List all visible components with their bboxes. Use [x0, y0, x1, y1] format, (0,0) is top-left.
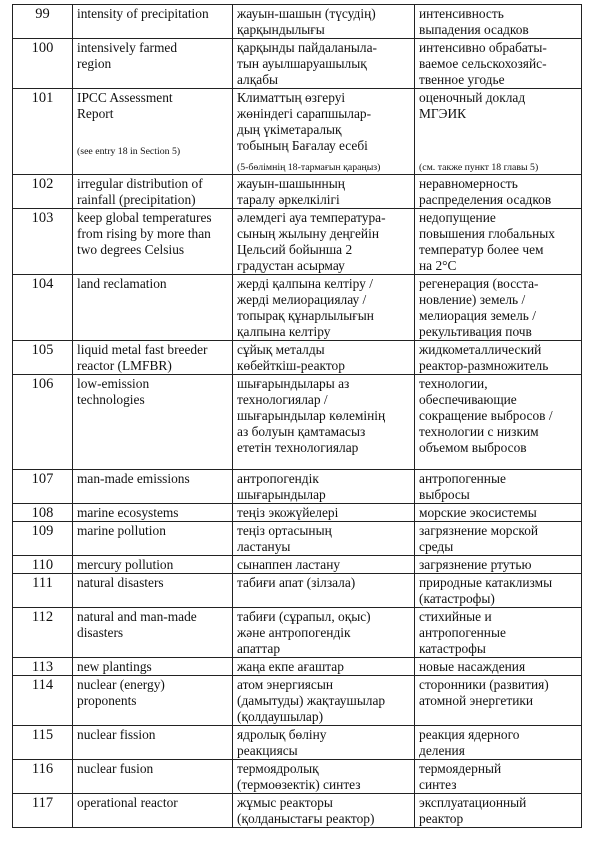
kazakh-term-line: қалпына келтіру [237, 324, 331, 339]
english-term-line: marine pollution [77, 523, 166, 538]
kazakh-term-cell [233, 5, 415, 39]
entry-number: 104 [13, 275, 73, 341]
russian-term-line: стихийные и [419, 609, 492, 624]
russian-term-line: реакция ядерного [419, 727, 520, 742]
english-term-cell [73, 676, 233, 726]
russian-term-cell [415, 375, 582, 470]
english-term-line: keep global temperatures [77, 210, 212, 225]
english-term-line: intensity of precipitation [77, 6, 209, 21]
table-row [13, 5, 582, 39]
english-term-line: from rising by more than [77, 226, 211, 241]
entry-number: 105 [13, 341, 73, 375]
kazakh-term-cell [233, 556, 415, 574]
english-term-line: rainfall (precipitation) [77, 192, 196, 207]
table-row [13, 341, 582, 375]
kazakh-term-cell [233, 175, 415, 209]
russian-term-line: новые насаждения [419, 659, 526, 674]
english-term-line: natural and man-made [77, 609, 197, 624]
kazakh-term-line: (қолданыстағы реактор) [237, 811, 375, 826]
russian-term-cell [415, 658, 582, 676]
entry-number: 114 [13, 676, 73, 726]
russian-term-line: МГЭИК [419, 106, 467, 121]
russian-term-cell [415, 275, 582, 341]
kazakh-term-line: шығарындылары аз [237, 376, 350, 391]
kazakh-term-line: атом энергиясын [237, 677, 334, 692]
english-term-line: natural disasters [77, 575, 164, 590]
entry-number: 99 [13, 5, 73, 39]
russian-term-line: катастрофы [419, 641, 486, 656]
english-term-cell [73, 209, 233, 275]
russian-term-cell [415, 760, 582, 794]
english-term-cell [73, 608, 233, 658]
glossary-body [13, 5, 582, 828]
kazakh-term-line: ластануы [237, 539, 291, 554]
english-term-line: nuclear (energy) [77, 677, 165, 692]
table-row [13, 470, 582, 504]
russian-term-line: твенное угодье [419, 72, 505, 87]
kazakh-term-cell [233, 608, 415, 658]
russian-term-line: на 2°С [419, 258, 457, 273]
english-term-line: reactor (LMFBR) [77, 358, 172, 373]
entry-number: 106 [13, 375, 73, 470]
table-row [13, 39, 582, 89]
russian-term-line: температур более чем [419, 242, 544, 257]
kazakh-term-line: реакциясы [237, 743, 298, 758]
kazakh-term-cell [233, 39, 415, 89]
russian-term-cell [415, 175, 582, 209]
kazakh-term-cell [233, 504, 415, 522]
kazakh-term-line: таралу әркелкілігі [237, 192, 340, 207]
table-row [13, 275, 582, 341]
kazakh-term-line: Климаттың өзгеруі [237, 90, 346, 105]
kazakh-term-line: әлемдегі ауа температура- [237, 210, 386, 225]
kazakh-term-line: термоядролық [237, 761, 319, 776]
kazakh-term-cell [233, 794, 415, 828]
kazakh-term-line: ететін технологиялар [237, 440, 359, 455]
russian-term-cell [415, 608, 582, 658]
english-term-cell [73, 556, 233, 574]
english-term-line: new plantings [77, 659, 152, 674]
kazakh-term-cell [233, 209, 415, 275]
kazakh-term-line: қарқынды пайдаланыла- [237, 40, 377, 55]
table-row [13, 209, 582, 275]
russian-term-line: повышения глобальных [419, 226, 555, 241]
kazakh-term-line: теңіз ортасының [237, 523, 332, 538]
kazakh-term-line: және антропогендік [237, 625, 351, 640]
kazakh-term-cell [233, 658, 415, 676]
table-row [13, 522, 582, 556]
kazakh-term-line: технологиялар / [237, 392, 328, 407]
kazakh-term-line: алқабы [237, 72, 279, 87]
kazakh-term-line: тобының Бағалау есебі [237, 138, 368, 153]
entry-number: 112 [13, 608, 73, 658]
kazakh-term-line: жөніндегі сарапшылар- [237, 106, 372, 121]
english-term-line: operational reactor [77, 795, 178, 810]
russian-term-line: выбросы [419, 487, 470, 502]
english-term-cell [73, 504, 233, 522]
russian-term-cell [415, 726, 582, 760]
english-term-cell [73, 658, 233, 676]
kazakh-term-line: сынаппен ластану [237, 557, 341, 572]
russian-term-line: антропогенные [419, 625, 506, 640]
kazakh-term-line: (қолдаушылар) [237, 709, 324, 724]
kazakh-term-line: сұйық металды [237, 342, 325, 357]
kazakh-term-line: сының жылыну деңгейін [237, 226, 379, 241]
kazakh-term-cell [233, 726, 415, 760]
english-term-cell [73, 375, 233, 470]
russian-term-cell [415, 556, 582, 574]
english-term-cell [73, 175, 233, 209]
english-term-cell [73, 89, 233, 175]
kazakh-term-line: жауын-шашынның [237, 176, 345, 191]
kazakh-term-line: табиғи апат (зілзала) [237, 575, 356, 590]
entry-number: 115 [13, 726, 73, 760]
russian-term-line: регенерация (восста- [419, 276, 539, 291]
english-term-line: disasters [77, 625, 124, 640]
kazakh-term-line: апаттар [237, 641, 281, 656]
english-term-cell [73, 341, 233, 375]
entry-number: 103 [13, 209, 73, 275]
glossary-table [12, 4, 582, 828]
table-row [13, 175, 582, 209]
english-term-line: two degrees Celsius [77, 242, 185, 257]
russian-term-line: оценочный доклад [419, 90, 526, 105]
russian-term-line: сокращение выбросов / [419, 408, 553, 423]
russian-term-line: объемом выбросов [419, 440, 527, 455]
english-term-line: man-made emissions [77, 471, 190, 486]
russian-term-line: реактор [419, 811, 464, 826]
russian-term-cell [415, 89, 582, 175]
russian-term-line: сторонники (развития) [419, 677, 549, 692]
english-term-cell [73, 470, 233, 504]
russian-term-line: мелиорация земель / [419, 308, 536, 323]
english-term-line: marine ecosystems [77, 505, 179, 520]
kazakh-term-line: шығарындылар көлемінің [237, 408, 386, 423]
kazakh-term-line: көбейткіш-реактор [237, 358, 345, 373]
entry-number: 110 [13, 556, 73, 574]
russian-term-line: распределения осадков [419, 192, 552, 207]
russian-term-line: загрязнение ртутью [419, 557, 532, 572]
kazakh-term-line: (дамытуды) жақтаушылар [237, 693, 386, 708]
table-row [13, 504, 582, 522]
russian-term-line: деления [419, 743, 465, 758]
russian-term-cell [415, 574, 582, 608]
english-term-line: nuclear fusion [77, 761, 154, 776]
entry-number: 117 [13, 794, 73, 828]
kazakh-term-line: Цельсий бойынша 2 [237, 242, 353, 257]
russian-term-line: жидкометаллический [419, 342, 542, 357]
kazakh-term-cell [233, 574, 415, 608]
english-term-line: mercury pollution [77, 557, 174, 572]
russian-term-line: неравномерность [419, 176, 518, 191]
table-row [13, 375, 582, 470]
russian-term-line: загрязнение морской [419, 523, 539, 538]
kazakh-term-cell [233, 470, 415, 504]
russian-term-line: выпадения осадков [419, 22, 529, 37]
kazakh-term-line: жауын-шашын (түсудің) [237, 6, 376, 21]
english-term-cell [73, 275, 233, 341]
english-term-line: intensively farmed [77, 40, 178, 55]
kazakh-term-line: шығарындылар [237, 487, 326, 502]
russian-term-cross-reference-note: (см. также пункт 18 главы 5) [419, 162, 539, 173]
english-term-line: region [77, 56, 112, 71]
english-term-cell [73, 794, 233, 828]
kazakh-term-line: ядролық бөліну [237, 727, 327, 742]
entry-number: 113 [13, 658, 73, 676]
russian-term-line: реактор-размножитель [419, 358, 549, 373]
entry-number: 111 [13, 574, 73, 608]
kazakh-term-cell [233, 89, 415, 175]
russian-term-cell [415, 341, 582, 375]
russian-term-line: эксплуатационный [419, 795, 527, 810]
kazakh-term-line: қарқындылығы [237, 22, 325, 37]
russian-term-line: недопущение [419, 210, 496, 225]
kazakh-term-line: тын ауылшаруашылық [237, 56, 367, 71]
english-term-line: IPCC Assessment [77, 90, 173, 105]
entry-number: 102 [13, 175, 73, 209]
table-row [13, 89, 582, 175]
russian-term-line: антропогенные [419, 471, 506, 486]
russian-term-line: атомной энергетики [419, 693, 534, 708]
entry-number: 100 [13, 39, 73, 89]
entry-number: 108 [13, 504, 73, 522]
english-term-cell [73, 726, 233, 760]
russian-term-line: рекультивация почв [419, 324, 532, 339]
table-row [13, 658, 582, 676]
russian-term-cell [415, 522, 582, 556]
table-row [13, 574, 582, 608]
kazakh-term-line: топырақ құнарлылығын [237, 308, 374, 323]
kazakh-term-line: (термоөзектік) синтез [237, 777, 361, 792]
english-term-line: liquid metal fast breeder [77, 342, 208, 357]
kazakh-term-line: антропогендік [237, 471, 319, 486]
english-term-line: low-emission [77, 376, 150, 391]
russian-term-cell [415, 39, 582, 89]
kazakh-term-cross-reference-note: (5-бөлімнің 18-тармағын қараңыз) [237, 162, 381, 173]
russian-term-cell [415, 794, 582, 828]
kazakh-term-line: табиғи (сұрапыл, оқыс) [237, 609, 371, 624]
entry-number: 107 [13, 470, 73, 504]
table-row [13, 726, 582, 760]
russian-term-cell [415, 470, 582, 504]
kazakh-term-line: аз болуын қамтамасыз [237, 424, 366, 439]
entry-number: 101 [13, 89, 73, 175]
russian-term-cell [415, 676, 582, 726]
kazakh-term-line: градустан асырмау [237, 258, 345, 273]
russian-term-line: новление) земель / [419, 292, 526, 307]
entry-number: 109 [13, 522, 73, 556]
table-row [13, 794, 582, 828]
russian-term-line: природные катаклизмы [419, 575, 553, 590]
russian-term-line: обеспечивающие [419, 392, 517, 407]
kazakh-term-cell [233, 341, 415, 375]
russian-term-line: термоядерный [419, 761, 502, 776]
english-term-line: Report [77, 106, 114, 121]
kazakh-term-line: дың үкіметаралық [237, 122, 342, 137]
kazakh-term-cell [233, 375, 415, 470]
table-row [13, 556, 582, 574]
kazakh-term-line: теңіз экожүйелері [237, 505, 339, 520]
table-row [13, 608, 582, 658]
kazakh-term-cell [233, 275, 415, 341]
english-term-line: nuclear fission [77, 727, 156, 742]
table-row [13, 760, 582, 794]
russian-term-line: (катастрофы) [419, 591, 495, 606]
english-term-cell [73, 522, 233, 556]
english-term-cell [73, 39, 233, 89]
kazakh-term-line: жерді мелиорациялау / [237, 292, 367, 307]
kazakh-term-cell [233, 760, 415, 794]
russian-term-line: технологии, [419, 376, 488, 391]
english-term-cross-reference-note: (see entry 18 in Section 5) [77, 146, 181, 157]
russian-term-line: ваемое сельскохозяйс- [419, 56, 547, 71]
kazakh-term-line: жерді қалпына келтіру / [237, 276, 373, 291]
english-term-cell [73, 760, 233, 794]
kazakh-term-line: жұмыс реакторы [237, 795, 333, 810]
kazakh-term-cell [233, 522, 415, 556]
russian-term-line: технологии с низким [419, 424, 539, 439]
english-term-cell [73, 5, 233, 39]
russian-term-line: среды [419, 539, 454, 554]
english-term-line: irregular distribution of [77, 176, 203, 191]
table-row [13, 676, 582, 726]
russian-term-line: интенсивность [419, 6, 504, 21]
english-term-line: technologies [77, 392, 145, 407]
english-term-line: proponents [77, 693, 137, 708]
russian-term-cell [415, 504, 582, 522]
russian-term-line: морские экосистемы [419, 505, 537, 520]
english-term-cell [73, 574, 233, 608]
russian-term-cell [415, 5, 582, 39]
russian-term-line: синтез [419, 777, 457, 792]
russian-term-line: интенсивно обрабаты- [419, 40, 547, 55]
entry-number: 116 [13, 760, 73, 794]
russian-term-cell [415, 209, 582, 275]
kazakh-term-line: жаңа екпе ағаштар [237, 659, 344, 674]
kazakh-term-cell [233, 676, 415, 726]
english-term-line: land reclamation [77, 276, 167, 291]
